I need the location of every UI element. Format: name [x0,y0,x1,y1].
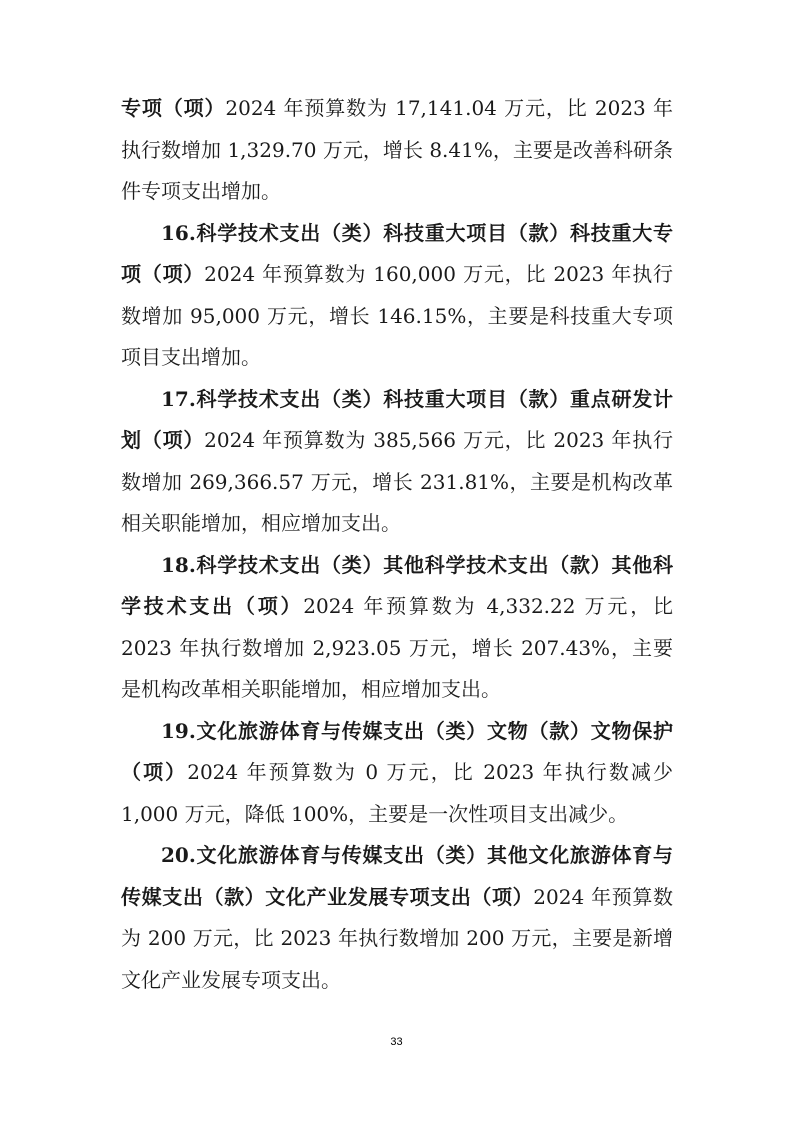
paragraph-text: 2024 年预算数为 200 万元，比 2023 年执行数增加 200 万元，主要是新增文化产业发展专项支出。 [121,884,673,992]
paragraph-text: 2024 年预算数为 4,332.22 万元，比 2023 年执行数增加 2,923.05 万元，增长 207.43%，主要是机构改革相关职能增加，相应增加支出。 [121,594,673,701]
paragraph-heading: 17.科学技术支出（类）科技重大项目（款）重点研发计划（项） [121,386,673,452]
paragraph-heading: 18.科学技术支出（类）其他科学技术支出（款）其他科学技术支出（项） [121,552,673,618]
paragraph-heading: 专项（项） [121,96,226,120]
paragraph-20 [121,835,673,1001]
paragraph-17 [121,379,673,545]
paragraph-heading: 16.科学技术支出（类）科技重大项目（款）科技重大专项（项） [121,220,673,286]
page-number: 33 [390,1036,403,1048]
document-body [121,88,673,1001]
paragraph-text: 2024 年预算数为 385,566 万元，比 2023 年执行数增加 269,366.57 万元，增长 231.81%，主要是机构改革相关职能增加，相应增加支出。 [121,428,673,535]
paragraph-19 [121,711,673,836]
paragraph-16 [121,213,673,379]
paragraph-text: 2024 年预算数为 160,000 万元，比 2023 年执行数增加 95,000 万元，增长 146.15%，主要是科技重大专项项目支出增加。 [121,262,673,369]
paragraph-15-continued [121,88,673,213]
paragraph-heading: 19.文化旅游体育与传媒支出（类）文物（款）文物保护（项） [121,718,673,784]
paragraph-text: 2024 年预算数为 0 万元，比 2023 年执行数减少 1,000 万元，降低 100%，主要是一次性项目支出减少。 [121,760,674,826]
paragraph-text: 2024 年预算数为 17,141.04 万元，比 2023 年执行数增加 1,329.70 万元，增长 8.41%，主要是改善科研条件专项支出增加。 [121,96,673,203]
paragraph-18 [121,545,673,711]
paragraph-heading: 20.文化旅游体育与传媒支出（类）其他文化旅游体育与传媒支出（款）文化产业发展专项支出（项） [121,843,673,909]
